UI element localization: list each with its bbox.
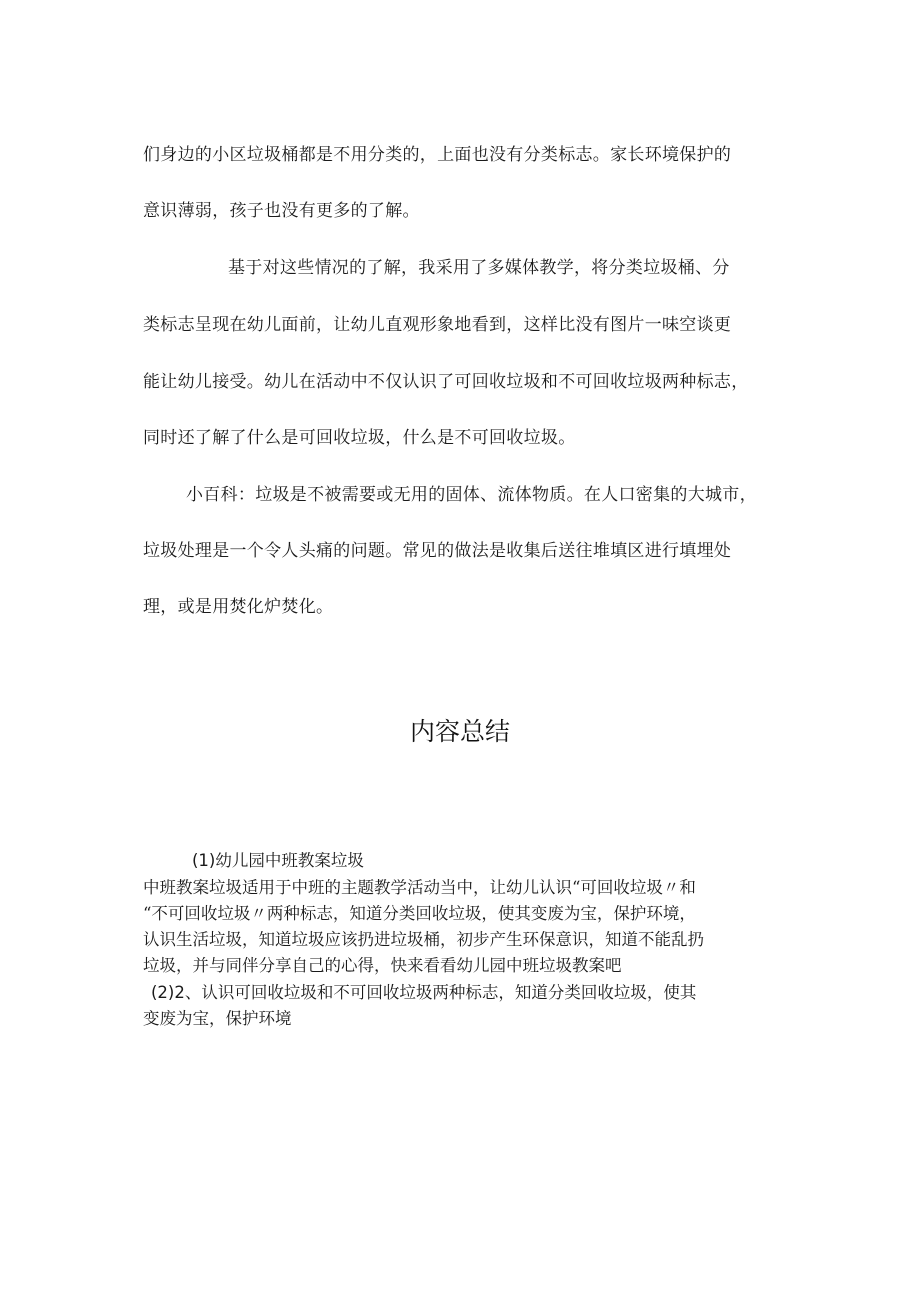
summary-item-1-title-text: 幼儿园中班教案垃圾	[215, 851, 364, 870]
summary-heading: 内容总结	[409, 717, 510, 746]
summary-item-1-line-1: 中班教案垃圾适用于中班的主题教学活动当中，让幼儿认识“可回收垃圾〃和	[143, 878, 696, 897]
body-line-2: 意识薄弱，孩子也没有更多的了解。	[143, 201, 420, 221]
summary-item-1-title	[192, 848, 364, 874]
body-line-3: 基于对这些情况的了解，我采用了多媒体教学，将分类垃圾桶、分	[228, 258, 730, 278]
summary-item-1-line-3: 认识生活垃圾，知道垃圾应该扔进垃圾桶，初步产生环保意识，知道不能乱扔	[143, 930, 704, 949]
summary-item-2-line-1	[151, 980, 696, 1006]
body-line-4: 类标志呈现在幼儿面前，让幼儿直观形象地看到，这样比没有图片一味空谈更	[143, 315, 732, 335]
body-line-1: 们身边的小区垃圾桶都是不用分类的，上面也没有分类标志。家长环境保护的	[143, 145, 732, 165]
summary-item-2-number: (2)2	[151, 983, 185, 1002]
summary-item-2-text: 、认识可回收垃圾和不可回收垃圾两种标志，知道分类回收垃圾，使其	[184, 983, 697, 1002]
summary-item-2-line-2: 变废为宝，保护环境	[143, 1009, 292, 1028]
body-line-9: 理，或是用焚化炉焚化。	[143, 597, 334, 617]
summary-item-1-line-2: “不可回收垃圾〃两种标志，知道分类回收垃圾，使其变废为宝，保护环境，	[143, 904, 696, 923]
body-line-7: 小百科：垃圾是不被需要或无用的固体、流体物质。在人口密集的大城市，	[186, 485, 757, 505]
summary-item-1-number: (1)	[192, 851, 216, 870]
body-line-5: 能让幼儿接受。幼儿在活动中不仅认识了可回收垃圾和不可回收垃圾两种标志，	[143, 372, 749, 392]
body-line-8: 垃圾处理是一个令人头痛的问题。常见的做法是收集后送往堆填区进行填埋处	[143, 541, 732, 561]
body-line-6: 同时还了解了什么是可回收垃圾，什么是不可回收垃圾。	[143, 428, 576, 448]
summary-item-1-line-4: 垃圾，并与同伴分享自己的心得，快来看看幼儿园中班垃圾教案吧	[143, 956, 622, 975]
